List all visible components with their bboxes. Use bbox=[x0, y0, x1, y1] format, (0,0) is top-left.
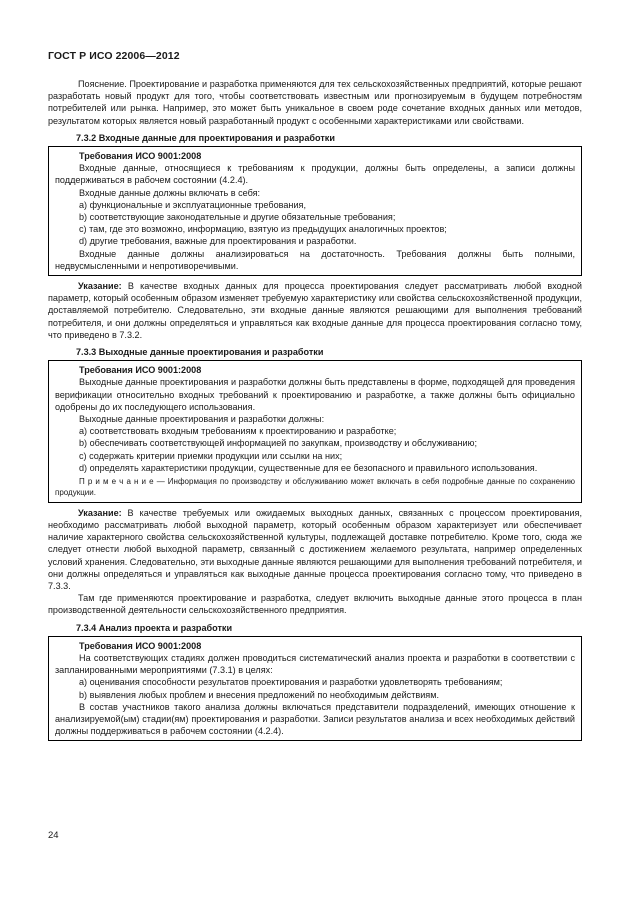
guidance-paragraph-7-3-2 bbox=[48, 280, 582, 341]
requirements-box-title: Требования ИСО 9001:2008 bbox=[79, 640, 202, 651]
guidance-text: В качестве входных данных для процесса проектирования следует рассматривать любой входной параметр, который особенным образом изменяет требуемую характеристику или свойства сельскохозяйственной продукции, доставляемой потребителю. Следовательно, эти входные данные являются решающими для выполнения требований потребителя, и они должны определяться и управляться как входные данные для процесса проектирования согласно тому, что приведено в 7.3.2. bbox=[48, 281, 582, 340]
box-paragraph: Входные данные должны включать в себя: bbox=[79, 187, 261, 198]
after-paragraph-7-3-3: Там где применяются проектирование и разработка, следует включить выходные данные этого процесса в план производственной деятельности сельскохозяйственного предприятия. bbox=[48, 593, 582, 616]
requirements-box-7-3-2 bbox=[48, 146, 582, 276]
box-paragraph: В состав участников такого анализа должны включаться представители подразделений, имеющих отношение к анализируемой(ым) стадии(ям) проектирования и разработки. Записи результатов анализа и всех необходимых действий должны поддерживаться в рабочем состоянии (4.2.4). bbox=[55, 701, 575, 737]
primechanie-note bbox=[55, 477, 575, 499]
guidance-label: Указание: bbox=[78, 281, 122, 292]
box-paragraph: Входные данные должны анализироваться на достаточность. Требования должны быть полными, недвусмысленными и непротиворечивыми. bbox=[55, 248, 575, 271]
guidance-text: В качестве требуемых или ожидаемых выходных данных, связанных с процессом проектирования, необходимо рассматривать любой выходной параметр, который особенным образом характеризует или обеспечивает наличие характерного свойства сельскохозяйственной культуры, подлежащей доставке потребителю. Кроме того, сюда же следует отнести любой выходной параметр, связанный с достижением желаемого результата, например определенных условий хранения. Следовательно, эти выходные данные являются решающими для выполнения требований потребителя, и они должны определяться и управляться как выходные данные процесса проектирования согласно тому, что приведено в 7.3.3. bbox=[48, 507, 583, 591]
primechanie-label: П р и м е ч а н и е bbox=[79, 477, 154, 487]
list-item: b) выявления любых проблем и внесения предложений по необходимым действиям. bbox=[79, 689, 439, 700]
list-item: c) содержать критерии приемки продукции или ссылки на них; bbox=[79, 450, 343, 461]
page-content bbox=[48, 78, 582, 745]
list-item: b) соответствующие законодательные и другие обязательные требования; bbox=[79, 212, 396, 223]
box-paragraph: Выходные данные проектирования и разработки должны: bbox=[79, 414, 325, 425]
section-title-7-3-2: 7.3.2 Входные данные для проектирования и разработки bbox=[76, 132, 335, 143]
list-item: c) там, где это возможно, информацию, взятую из предыдущих аналогичных проектов; bbox=[79, 224, 447, 235]
requirements-box-7-3-4 bbox=[48, 636, 582, 742]
list-item: a) оценивания способности результатов проектирования и разработки удовлетворять требованиям; bbox=[79, 677, 503, 688]
running-header: ГОСТ Р ИСО 22006—2012 bbox=[48, 50, 180, 62]
page-number: 24 bbox=[48, 830, 59, 841]
list-item: d) определять характеристики продукции, существенные для ее безопасного и правильного использования. bbox=[79, 462, 538, 473]
list-item: a) соответствовать входным требованиям к проектированию и разработке; bbox=[79, 426, 397, 437]
box-paragraph: Входные данные, относящиеся к требованиям к продукции, должны быть определены, а записи должны поддерживаться в рабочем состоянии (4.2.4). bbox=[55, 163, 575, 186]
list-item: d) другие требования, важные для проектирования и разработки. bbox=[79, 236, 357, 247]
primechanie-text: — Информация по производству и обслуживанию может включать в себя подробные данные по сохранению продукции. bbox=[55, 477, 575, 497]
list-item: b) обеспечивать соответствующей информацией по закупкам, производству и обслуживанию; bbox=[79, 438, 477, 449]
box-paragraph: Выходные данные проектирования и разработки должны быть представлены в форме, подходящей для проведения верификации относительно входных требований к проектированию и разработке, а также должны быть официально одобрены до их последующего использования. bbox=[55, 377, 575, 412]
section-title-7-3-3: 7.3.3 Выходные данные проектирования и разработки bbox=[76, 347, 324, 358]
requirements-box-7-3-3 bbox=[48, 360, 582, 502]
guidance-label: Указание: bbox=[78, 507, 122, 518]
intro-paragraph: Пояснение. Проектирование и разработка применяются для тех сельскохозяйственных предприятий, которые решают разработать новый продукт для того, чтобы соответствовать известным или прогнозируемым в будущем потребностям потребителей или рынка. Например, это может быть уникальное в своем роде сочетание входных данных или методов, результатом которых является новый разработанный продукт с особенными характеристиками или свойствами. bbox=[48, 79, 582, 126]
guidance-paragraph-7-3-3 bbox=[48, 507, 582, 592]
requirements-box-title: Требования ИСО 9001:2008 bbox=[79, 365, 202, 376]
section-title-7-3-4: 7.3.4 Анализ проекта и разработки bbox=[76, 622, 233, 633]
box-paragraph: На соответствующих стадиях должен проводиться систематический анализ проекта и разработки в соответствии с запланированными мероприятиями (7.3.1) в целях: bbox=[55, 652, 575, 676]
requirements-box-title: Требования ИСО 9001:2008 bbox=[79, 151, 202, 162]
list-item: a) функциональные и эксплуатационные требования, bbox=[79, 199, 306, 210]
